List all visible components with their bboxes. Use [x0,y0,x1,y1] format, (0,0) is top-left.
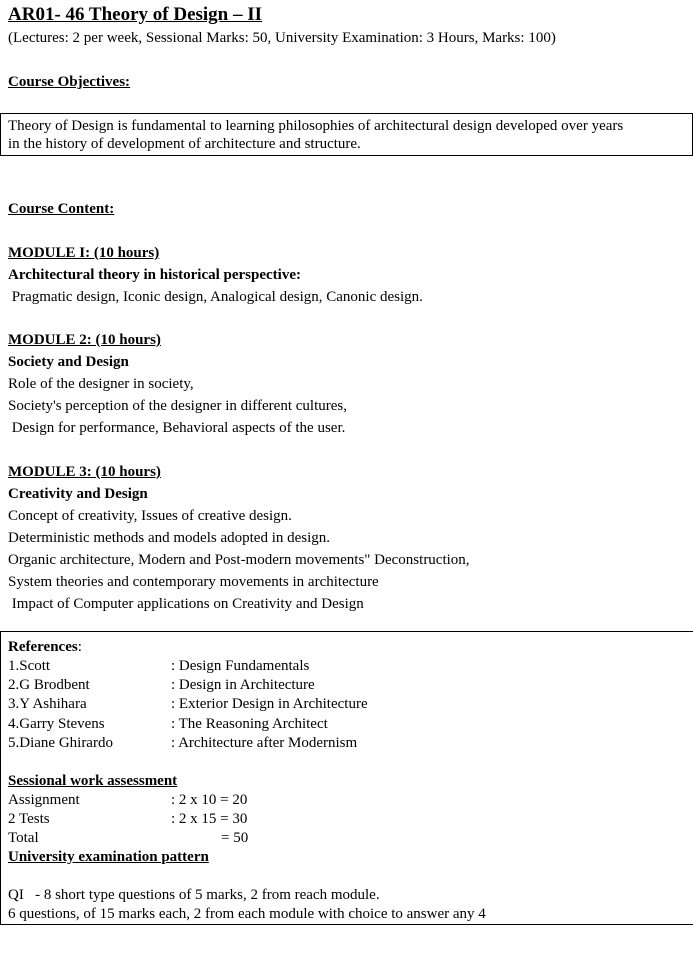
module-2-line: Role of the designer in society, [8,376,194,392]
assessment-label: Assignment [8,792,80,808]
reference-title: : Exterior Design in Architecture [171,696,368,712]
section-left-border [0,631,1,925]
exam-line: 6 questions, of 15 marks each, 2 from each module with choice to answer any 4 [8,906,486,922]
references-heading [8,638,82,656]
reference-author: 5.Diane Ghirardo [8,735,113,751]
reference-title: : The Reasoning Architect [171,716,328,732]
course-info: (Lectures: 2 per week, Sessional Marks: 50, University Examination: 3 Hours, Marks: 100) [8,30,556,46]
reference-author: 3.Y Ashihara [8,696,87,712]
section-divider [0,631,693,632]
module-3-line: System theories and contemporary movements in architecture [8,574,379,590]
references-colon: : [77,639,82,655]
module-1-subheading: Architectural theory in historical perspective: [8,267,301,283]
exam-heading: University examination pattern [8,849,209,865]
module-3-subheading: Creativity and Design [8,486,148,502]
assessment-value: : 2 x 10 = 20 [171,792,248,808]
objectives-line: in the history of development of architecture and structure. [8,136,361,152]
page-title: AR01- 46 Theory of Design – II [8,4,263,25]
assessment-label: Total [8,830,39,846]
module-3-line: Deterministic methods and models adopted in design. [8,530,331,546]
module-2-heading: MODULE 2: (10 hours) [8,332,161,348]
exam-line: QI - 8 short type questions of 5 marks, 2 from reach module. [8,887,380,903]
reference-author: 1.Scott [8,658,51,674]
reference-title: : Design in Architecture [171,677,315,693]
assessment-value: : 2 x 15 = 30 [171,811,248,827]
assessment-value: = 50 [221,830,249,846]
module-2-subheading: Society and Design [8,354,129,370]
objectives-line: Theory of Design is fundamental to learning philosophies of architectural design developed over years [8,118,624,134]
reference-title: : Design Fundamentals [171,658,310,674]
assessment-label: 2 Tests [8,811,50,827]
reference-title: : Architecture after Modernism [171,735,358,751]
references-heading-text: References [8,639,78,655]
content-heading: Course Content: [8,201,115,217]
reference-author: 4.Garry Stevens [8,716,105,732]
module-3-line: Impact of Computer applications on Creativity and Design [8,596,364,612]
objectives-box [0,113,693,156]
module-3-heading: MODULE 3: (10 hours) [8,464,161,480]
objectives-heading: Course Objectives: [8,74,131,90]
section-bottom-border [0,924,693,925]
module-1-heading: MODULE I: (10 hours) [8,245,160,261]
reference-author: 2.G Brodbent [8,677,90,693]
module-3-line: Concept of creativity, Issues of creative design. [8,508,292,524]
module-1-line: Pragmatic design, Iconic design, Analogical design, Canonic design. [8,289,423,305]
module-3-line: Organic architecture, Modern and Post-modern movements" Deconstruction, [8,552,470,568]
module-2-line: Society's perception of the designer in different cultures, [8,398,347,414]
module-2-line: Design for performance, Behavioral aspects of the user. [8,420,346,436]
assessment-heading: Sessional work assessment [8,773,178,789]
